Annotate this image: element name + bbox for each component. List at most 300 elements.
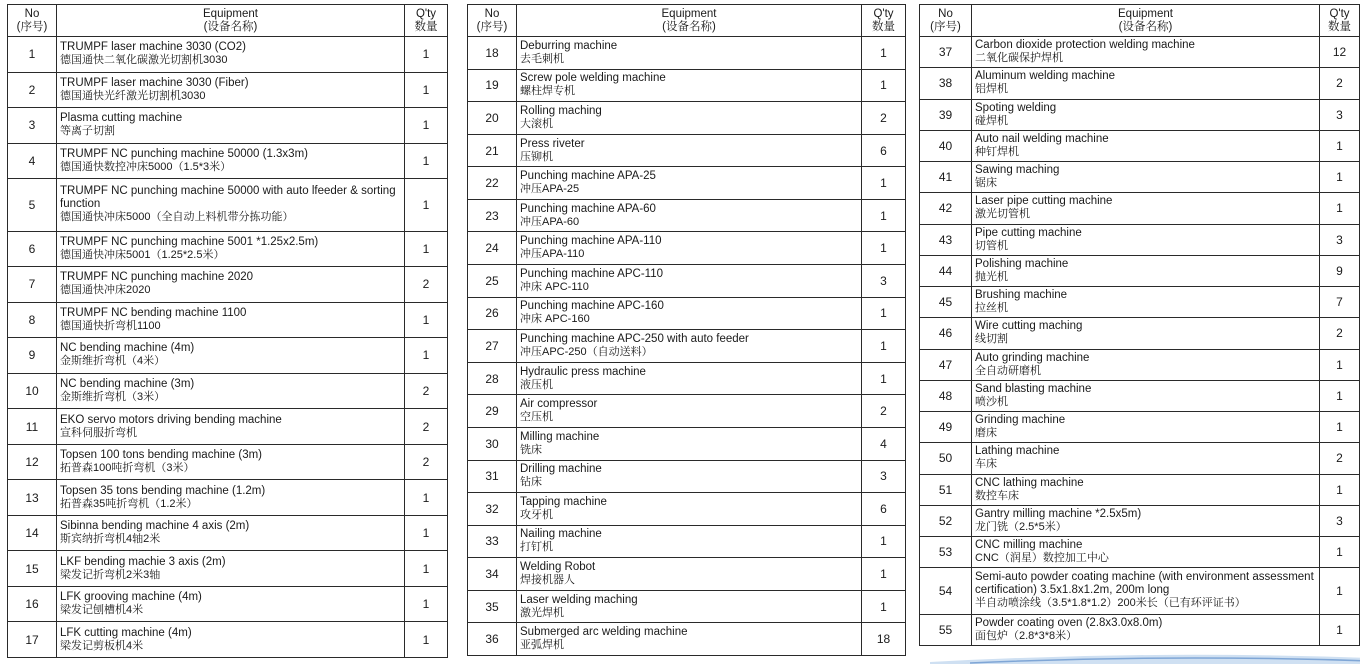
table-row: [468, 134, 906, 167]
equipment-name-en: Punching machine APA-60: [520, 202, 656, 215]
equipment-cell: [57, 37, 405, 73]
table-row: [920, 443, 1360, 474]
quantity: 2: [405, 409, 448, 445]
equipment-name-zh: 压铆机: [520, 150, 553, 163]
row-number: 31: [468, 460, 517, 493]
equipment-cell: [972, 349, 1320, 380]
equipment-cell: [57, 480, 405, 516]
quantity: 1: [862, 69, 906, 102]
quantity: 1: [1320, 614, 1360, 645]
quantity: 4: [862, 427, 906, 460]
quantity: 2: [862, 102, 906, 135]
quantity: 1: [862, 362, 906, 395]
row-number: 50: [920, 443, 972, 474]
equipment-name-zh: 抛光机: [975, 270, 1008, 283]
equipment-name-zh: 亚弧焊机: [520, 639, 564, 652]
table-row: [920, 99, 1360, 130]
header-equipment-zh: (设备名称): [203, 20, 258, 33]
table-row: [8, 622, 448, 658]
row-number: 53: [920, 537, 972, 568]
header-equipment: [972, 5, 1320, 37]
equipment-name-zh: 梁发记剪板机4米: [60, 639, 144, 652]
table-row: [8, 143, 448, 179]
equipment-cell: [517, 493, 862, 526]
equipment-cell: [57, 622, 405, 658]
equipment-name-en: Rolling maching: [520, 104, 602, 117]
row-number: 5: [8, 179, 57, 232]
equipment-name-zh: 线切割: [975, 333, 1008, 346]
equipment-name-zh: 二氧化碳保护焊机: [975, 52, 1063, 65]
row-number: 7: [8, 267, 57, 303]
equipment-name-en: Brushing machine: [975, 289, 1068, 302]
equipment-name-zh: 宣科伺服折弯机: [60, 426, 137, 439]
header-no-en: No: [484, 7, 500, 20]
table-row: [468, 167, 906, 200]
quantity: 12: [1320, 37, 1360, 68]
header-qty-en: Q'ty: [1329, 7, 1350, 20]
equipment-name-en: Drilling machine: [520, 463, 602, 476]
equipment-name-zh: 液压机: [520, 378, 553, 391]
header-equipment: [57, 5, 405, 37]
equipment-name-en: CNC lathing machine: [975, 476, 1084, 489]
header-qty-zh: 数量: [1328, 20, 1351, 33]
equipment-name-en: Submerged arc welding machine: [520, 626, 688, 639]
quantity: 1: [405, 143, 448, 179]
equipment-name-zh: 全自动研磨机: [975, 364, 1041, 377]
table-row: [468, 37, 906, 70]
equipment-name-en: NC bending machine (4m): [60, 342, 195, 355]
equipment-name-en: Punching machine APC-250 with auto feeder: [520, 332, 749, 345]
header-equipment-en: Equipment: [661, 7, 717, 20]
equipment-name-en: Aluminum welding machine: [975, 70, 1115, 83]
equipment-name-zh: 数控车床: [975, 489, 1019, 502]
quantity: 9: [1320, 255, 1360, 286]
row-number: 22: [468, 167, 517, 200]
quantity: 3: [1320, 99, 1360, 130]
equipment-cell: [517, 232, 862, 265]
table-row: [468, 558, 906, 591]
equipment-name-zh: 梁发记折弯机2米3轴: [60, 568, 161, 581]
equipment-cell: [57, 515, 405, 551]
equipment-cell: [57, 108, 405, 144]
equipment-name-en: Deburring machine: [520, 39, 618, 52]
table-row: [920, 568, 1360, 614]
quantity: 2: [1320, 318, 1360, 349]
equipment-cell: [517, 134, 862, 167]
table-row: [920, 130, 1360, 161]
equipment-cell: [517, 362, 862, 395]
header-no-zh: (序号): [476, 20, 508, 33]
table-row: [920, 380, 1360, 411]
equipment-cell: [517, 330, 862, 363]
row-number: 17: [8, 622, 57, 658]
equipment-name-en: CNC milling machine: [975, 539, 1083, 552]
row-number: 52: [920, 505, 972, 536]
row-number: 18: [468, 37, 517, 70]
equipment-name-en: Sibinna bending machine 4 axis (2m): [60, 520, 250, 533]
equipment-cell: [57, 302, 405, 338]
equipment-name-zh: 车床: [975, 458, 997, 471]
equipment-cell: [517, 167, 862, 200]
table-row: [468, 395, 906, 428]
equipment-name-zh: 冲床 APC-160: [520, 313, 590, 326]
quantity: 1: [405, 302, 448, 338]
row-number: 41: [920, 162, 972, 193]
table-row: [468, 297, 906, 330]
equipment-name-en: TRUMPF laser machine 3030 (Fiber): [60, 76, 249, 89]
row-number: 37: [920, 37, 972, 68]
table-row: [8, 72, 448, 108]
equipment-cell: [57, 179, 405, 232]
quantity: 1: [405, 72, 448, 108]
row-number: 14: [8, 515, 57, 551]
quantity: 1: [1320, 162, 1360, 193]
table-row: [8, 267, 448, 303]
table-row: [920, 505, 1360, 536]
equipment-name-zh: 空压机: [520, 411, 553, 424]
equipment-cell: [57, 267, 405, 303]
header-equipment-en: Equipment: [203, 7, 258, 20]
header-no-en: No: [24, 7, 40, 20]
equipment-name-zh: 去毛刺机: [520, 52, 564, 65]
equipment-name-en: Punching machine APC-110: [520, 267, 663, 280]
equipment-cell: [972, 287, 1320, 318]
equipment-cell: [517, 37, 862, 70]
header-no-en: No: [938, 7, 953, 20]
equipment-name-en: Punching machine APC-160: [520, 300, 664, 313]
row-number: 30: [468, 427, 517, 460]
quantity: 1: [862, 525, 906, 558]
equipment-name-en: Press riveter: [520, 137, 585, 150]
equipment-cell: [57, 72, 405, 108]
decorative-swoosh: [930, 646, 1360, 664]
equipment-cell: [517, 297, 862, 330]
table-row: [468, 102, 906, 135]
row-number: 25: [468, 265, 517, 298]
quantity: 3: [862, 265, 906, 298]
equipment-cell: [972, 380, 1320, 411]
row-number: 23: [468, 199, 517, 232]
equipment-name-en: LFK cutting machine (4m): [60, 626, 192, 639]
table-header-row: [920, 5, 1360, 37]
equipment-name-zh: 钻床: [520, 476, 542, 489]
quantity: 1: [405, 515, 448, 551]
equipment-cell: [972, 505, 1320, 536]
quantity: 3: [1320, 505, 1360, 536]
equipment-name-zh: 攻牙机: [520, 508, 553, 521]
table-row: [8, 515, 448, 551]
equipment-name-en: TRUMPF laser machine 3030 (CO2): [60, 41, 246, 54]
equipment-name-en: Nailing machine: [520, 528, 602, 541]
equipment-name-zh: 半自动喷涂线（3.5*1.8*1.2）200米长（已有环评证书）: [975, 597, 1246, 610]
equipment-name-zh: 德国通快光纤激光切割机3030: [60, 89, 206, 102]
equipment-name-en: Hydraulic press machine: [520, 365, 646, 378]
quantity: 1: [1320, 349, 1360, 380]
equipment-cell: [57, 409, 405, 445]
quantity: 6: [862, 134, 906, 167]
header-equipment-zh: (设备名称): [1118, 20, 1173, 33]
equipment-name-en: Wire cutting maching: [975, 320, 1083, 333]
row-number: 6: [8, 231, 57, 267]
equipment-name-en: Sawing maching: [975, 164, 1060, 177]
table-row: [8, 179, 448, 232]
header-equipment-zh: (设备名称): [662, 20, 716, 33]
row-number: 1: [8, 37, 57, 73]
table-row: [920, 318, 1360, 349]
table-row: [920, 162, 1360, 193]
row-number: 49: [920, 412, 972, 443]
table-row: [468, 525, 906, 558]
row-number: 9: [8, 338, 57, 374]
header-equipment-en: Equipment: [1118, 7, 1173, 20]
header-qty: [405, 5, 448, 37]
equipment-cell: [972, 614, 1320, 645]
equipment-name-en: Powder coating oven (2.8x3.0x8.0m): [975, 616, 1163, 629]
quantity: 1: [1320, 474, 1360, 505]
quantity: 1: [862, 558, 906, 591]
equipment-name-en: Punching machine APA-25: [520, 170, 656, 183]
header-qty: [1320, 5, 1360, 37]
equipment-cell: [57, 586, 405, 622]
quantity: 1: [862, 199, 906, 232]
row-number: 48: [920, 380, 972, 411]
equipment-name-en: LKF bending machie 3 axis (2m): [60, 555, 226, 568]
table-row: [920, 412, 1360, 443]
equipment-name-en: Pipe cutting machine: [975, 226, 1082, 239]
quantity: 3: [1320, 224, 1360, 255]
equipment-name-en: NC bending machine (3m): [60, 378, 195, 390]
table-row: [8, 108, 448, 144]
equipment-cell: [972, 68, 1320, 99]
row-number: 43: [920, 224, 972, 255]
table-row: [468, 232, 906, 265]
table-row: [920, 193, 1360, 224]
row-number: 11: [8, 409, 57, 445]
equipment-name-zh: 激光焊机: [520, 606, 564, 619]
equipment-name-en: Welding Robot: [520, 561, 596, 574]
equipment-name-zh: 螺柱焊专机: [520, 85, 575, 98]
table-row: [8, 480, 448, 516]
equipment-cell: [517, 265, 862, 298]
equipment-cell: [57, 373, 405, 409]
equipment-cell: [517, 102, 862, 135]
table-row: [8, 586, 448, 622]
equipment-name-zh: 金斯维折弯机（4米）: [60, 355, 166, 368]
quantity: 1: [1320, 412, 1360, 443]
equipment-name-zh: 德国通快冲床5000（全自动上料机带分拣功能）: [60, 211, 294, 224]
equipment-name-en: Tapping machine: [520, 495, 607, 508]
equipment-name-zh: 铝焊机: [975, 83, 1008, 96]
equipment-name-zh: 等离子切割: [60, 125, 115, 138]
quantity: 1: [1320, 537, 1360, 568]
equipment-name-en: Auto nail welding machine: [975, 132, 1109, 145]
equipment-cell: [57, 338, 405, 374]
quantity: 7: [1320, 287, 1360, 318]
header-no: [468, 5, 517, 37]
equipment-cell: [972, 443, 1320, 474]
equipment-cell: [972, 255, 1320, 286]
header-qty-zh: 数量: [872, 20, 895, 33]
equipment-name-zh: 拉丝机: [975, 302, 1008, 315]
row-number: 26: [468, 297, 517, 330]
equipment-name-zh: 激光切管机: [975, 208, 1030, 221]
equipment-name-zh: CNC（润星）数控加工中心: [975, 552, 1109, 565]
equipment-cell: [972, 412, 1320, 443]
table-row: [920, 287, 1360, 318]
row-number: 27: [468, 330, 517, 363]
quantity: 1: [862, 37, 906, 70]
equipment-cell: [972, 224, 1320, 255]
equipment-name-en: Carbon dioxide protection welding machine: [975, 39, 1195, 52]
equipment-cell: [517, 460, 862, 493]
table-row: [468, 493, 906, 526]
equipment-name-zh: 梁发记刨槽机4米: [60, 604, 144, 617]
equipment-name-zh: 德国通快冲床2020: [60, 284, 151, 297]
row-number: 54: [920, 568, 972, 614]
quantity: 1: [405, 108, 448, 144]
row-number: 4: [8, 143, 57, 179]
table-row: [8, 409, 448, 445]
equipment-name-en: Air compressor: [520, 398, 598, 411]
table-row: [8, 444, 448, 480]
equipment-name-zh: 拓普森35吨折弯机（1.2米）: [60, 497, 198, 510]
equipment-name-zh: 磨床: [975, 427, 997, 440]
row-number: 12: [8, 444, 57, 480]
row-number: 28: [468, 362, 517, 395]
quantity: 1: [405, 231, 448, 267]
equipment-name-zh: 打钉机: [520, 541, 553, 554]
quantity: 2: [1320, 68, 1360, 99]
equipment-name-en: Milling machine: [520, 430, 600, 443]
table-row: [920, 537, 1360, 568]
equipment-cell: [972, 99, 1320, 130]
table-row: [468, 330, 906, 363]
equipment-name-en: TRUMPF NC punching machine 5001 *1.25x2.5m): [60, 235, 319, 248]
equipment-name-en: Topsen 35 tons bending machine (1.2m): [60, 484, 266, 497]
equipment-name-en: TRUMPF NC punching machine 2020: [60, 271, 254, 284]
table-row: [468, 623, 906, 656]
row-number: 13: [8, 480, 57, 516]
table-header-row: [468, 5, 906, 37]
quantity: 1: [405, 622, 448, 658]
quantity: 1: [1320, 193, 1360, 224]
table-row: [468, 460, 906, 493]
quantity: 6: [862, 493, 906, 526]
row-number: 8: [8, 302, 57, 338]
equipment-name-zh: 冲压APA-60: [520, 215, 580, 228]
equipment-name-en: TRUMPF NC punching machine 50000 with auto lfeeder & sorting function: [60, 185, 396, 211]
equipment-cell: [517, 395, 862, 428]
row-number: 39: [920, 99, 972, 130]
equipment-name-zh: 铣床: [520, 443, 542, 456]
quantity: 1: [405, 551, 448, 587]
table-header-row: [8, 5, 448, 37]
equipment-name-en: Laser welding maching: [520, 593, 638, 606]
row-number: 40: [920, 130, 972, 161]
equipment-cell: [972, 130, 1320, 161]
row-number: 33: [468, 525, 517, 558]
equipment-name-zh: 碰焊机: [975, 114, 1008, 127]
equipment-name-en: Topsen 100 tons bending machine (3m): [60, 449, 263, 462]
quantity: 1: [405, 37, 448, 73]
quantity: 1: [1320, 380, 1360, 411]
row-number: 24: [468, 232, 517, 265]
row-number: 21: [468, 134, 517, 167]
equipment-name-zh: 德国通快数控冲床5000（1.5*3米）: [60, 160, 232, 173]
row-number: 29: [468, 395, 517, 428]
table-row: [468, 362, 906, 395]
row-number: 2: [8, 72, 57, 108]
row-number: 36: [468, 623, 517, 656]
table-row: [920, 255, 1360, 286]
row-number: 51: [920, 474, 972, 505]
equipment-name-zh: 锯床: [975, 177, 997, 190]
equipment-cell: [517, 69, 862, 102]
row-number: 44: [920, 255, 972, 286]
equipment-name-zh: 切管机: [975, 239, 1008, 252]
equipment-name-en: Plasma cutting machine: [60, 112, 183, 125]
equipment-name-en: EKO servo motors driving bending machine: [60, 413, 282, 426]
table-row: [920, 224, 1360, 255]
table-row: [8, 338, 448, 374]
equipment-name-en: Semi-auto powder coating machine (with environment assessment certification) 3.5x1.8x1.2m, 200m long: [975, 571, 1314, 597]
row-number: 46: [920, 318, 972, 349]
quantity: 1: [405, 586, 448, 622]
table-row: [468, 69, 906, 102]
equipment-name-en: Sand blasting machine: [975, 382, 1092, 395]
quantity: 3: [862, 460, 906, 493]
equipment-cell: [517, 525, 862, 558]
equipment-cell: [57, 444, 405, 480]
header-qty-zh: 数量: [414, 20, 438, 33]
equipment-name-en: TRUMPF NC punching machine 50000 (1.3x3m): [60, 147, 308, 160]
table-row: [920, 68, 1360, 99]
row-number: 55: [920, 614, 972, 645]
quantity: 2: [405, 267, 448, 303]
equipment-cell: [972, 318, 1320, 349]
header-qty-en: Q'ty: [415, 7, 437, 20]
header-no-zh: (序号): [930, 20, 961, 33]
row-number: 3: [8, 108, 57, 144]
row-number: 34: [468, 558, 517, 591]
equipment-cell: [517, 199, 862, 232]
row-number: 47: [920, 349, 972, 380]
table-row: [920, 474, 1360, 505]
table-row: [468, 199, 906, 232]
equipment-name-zh: 喷沙机: [975, 395, 1008, 408]
header-equipment: [517, 5, 862, 37]
equipment-name-zh: 德国通快冲床5001（1.25*2.5米）: [60, 248, 225, 261]
equipment-cell: [57, 143, 405, 179]
header-qty: [862, 5, 906, 37]
equipment-cell: [972, 37, 1320, 68]
table-row: [468, 590, 906, 623]
row-number: 42: [920, 193, 972, 224]
equipment-name-en: Spoting welding: [975, 101, 1057, 114]
quantity: 1: [862, 297, 906, 330]
table-row: [8, 373, 448, 409]
header-qty-en: Q'ty: [873, 7, 894, 20]
row-number: 45: [920, 287, 972, 318]
table-row: [8, 302, 448, 338]
equipment-cell: [972, 193, 1320, 224]
table-row: [920, 614, 1360, 645]
table-row: [8, 231, 448, 267]
quantity: 2: [862, 395, 906, 428]
row-number: 10: [8, 373, 57, 409]
equipment-name-en: Auto grinding machine: [975, 351, 1090, 364]
equipment-cell: [57, 551, 405, 587]
